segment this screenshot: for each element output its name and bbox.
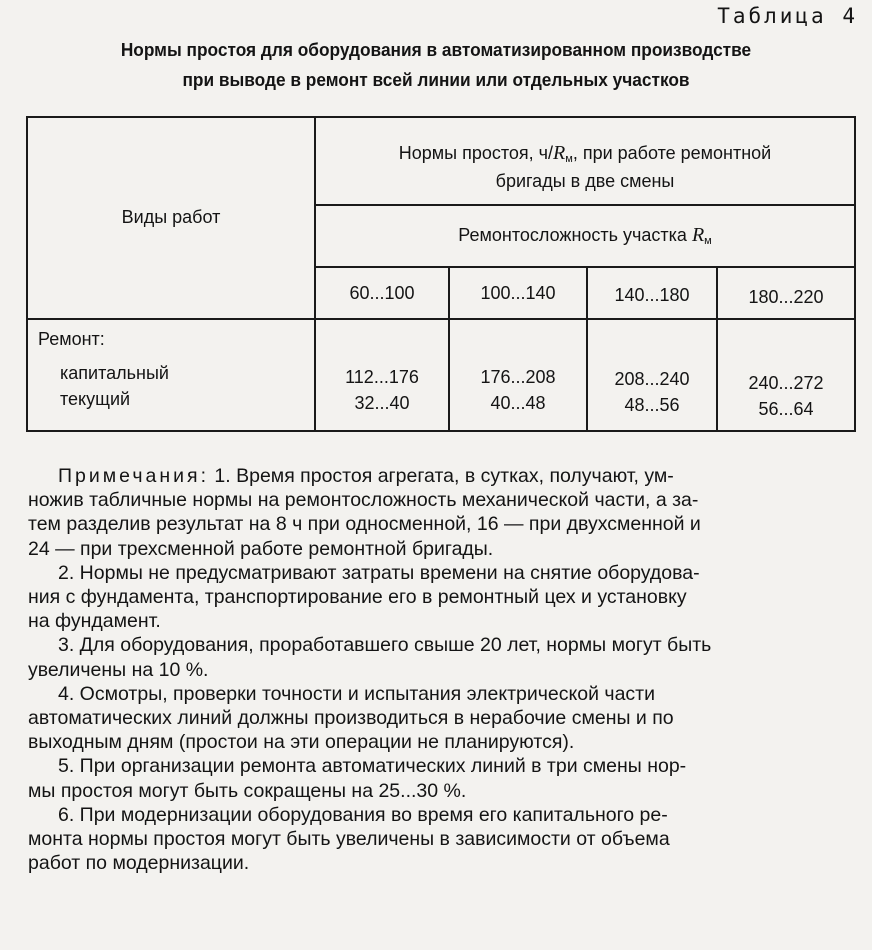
current-value-2: 40...48 — [490, 393, 546, 413]
complexity-symbol: R — [691, 224, 705, 246]
row-divider-complexity — [314, 266, 854, 268]
note-4-line-3: выходным дням (простои на эти операции не планируются). — [28, 731, 575, 754]
range-header-4: 180...220 — [748, 287, 824, 307]
range-header-3: 140...180 — [614, 285, 690, 305]
note-6-line-2: монта нормы простоя могут быть увеличены в зависимости от объема — [28, 828, 670, 851]
note-2-line-2: ния с фундамента, транспортирование его в ремонтный цех и установку — [28, 586, 687, 609]
norms-header-subscript: м — [565, 153, 573, 165]
norms-header-symbol: R — [553, 142, 566, 164]
note-1 — [28, 464, 850, 488]
complexity-subscript: м — [704, 235, 712, 247]
note-5-line-1: 5. При организации ремонта автоматических линий в три смены нор- — [58, 755, 687, 778]
note-1-line-3: тем разделив результат на 8 ч при односменной, 16 — при двухсменной и — [28, 513, 701, 536]
norms-header-text: Нормы простоя, ч/ — [398, 143, 554, 163]
range-header-1: 60...100 — [349, 283, 415, 303]
norms-header-tail: , при работе ремонтной — [572, 143, 772, 163]
note-4-line-1: 4. Осмотры, проверки точности и испытания электрической части — [58, 682, 655, 705]
capital-value-2: 176...208 — [480, 367, 556, 387]
norms-header-line2: бригады в две смены — [495, 171, 675, 191]
table-title-line2: при выводе в ремонт всей линии или отдельных участков — [182, 70, 690, 90]
complexity-header-text: Ремонтосложность участка — [458, 225, 692, 245]
capital-value-4: 240...272 — [748, 373, 824, 393]
note-6-line-1: 6. При модернизации оборудования во время его капитального ре- — [58, 803, 668, 826]
capital-value-1: 112...176 — [345, 367, 419, 387]
note-1-line-2: ножив табличные нормы на ремонтосложность механической части, а за- — [28, 489, 699, 512]
note-4-line-2: автоматических линий должны производиться в нерабочие смены и по — [28, 707, 674, 730]
notes-section — [28, 464, 850, 875]
table-number: Таблица 4 — [717, 4, 858, 28]
capital-value-3: 208...240 — [614, 369, 690, 389]
range-header-2: 100...140 — [480, 283, 556, 303]
row-divider-header — [28, 318, 854, 320]
note-3-line-2: увеличены на 10 %. — [28, 658, 209, 681]
note-3-line-1: 3. Для оборудования, проработавшего свыше 20 лет, нормы могут быть — [58, 634, 712, 657]
work-group-label: Ремонт: — [38, 329, 105, 349]
note-6-line-3: работ по модернизации. — [28, 852, 250, 875]
work-type-current: текущий — [60, 389, 131, 409]
notes-heading: Примечания: — [58, 465, 209, 487]
table-title-line1: Нормы простоя для оборудования в автоматизированном производстве — [120, 40, 752, 60]
downtime-norms-table — [26, 116, 856, 432]
current-value-3: 48...56 — [624, 395, 680, 415]
note-1-line-1: 1. Время простоя агрегата, в сутках, получают, ум- — [214, 465, 674, 487]
current-value-4: 56...64 — [758, 399, 814, 419]
note-1-line-4: 24 — при трехсменной работе ремонтной бригады. — [28, 537, 494, 560]
row-divider-norms — [314, 204, 854, 206]
note-5-line-2: мы простоя могут быть сокращены на 25...30 %. — [28, 779, 467, 802]
work-type-capital: капитальный — [60, 363, 169, 383]
work-types-header: Виды работ — [121, 207, 221, 227]
note-2-line-1: 2. Нормы не предусматривают затраты времени на снятие оборудова- — [58, 561, 700, 584]
current-value-1: 32...40 — [354, 393, 410, 413]
note-2-line-3: на фундамент. — [28, 610, 161, 633]
complexity-header — [316, 222, 854, 254]
